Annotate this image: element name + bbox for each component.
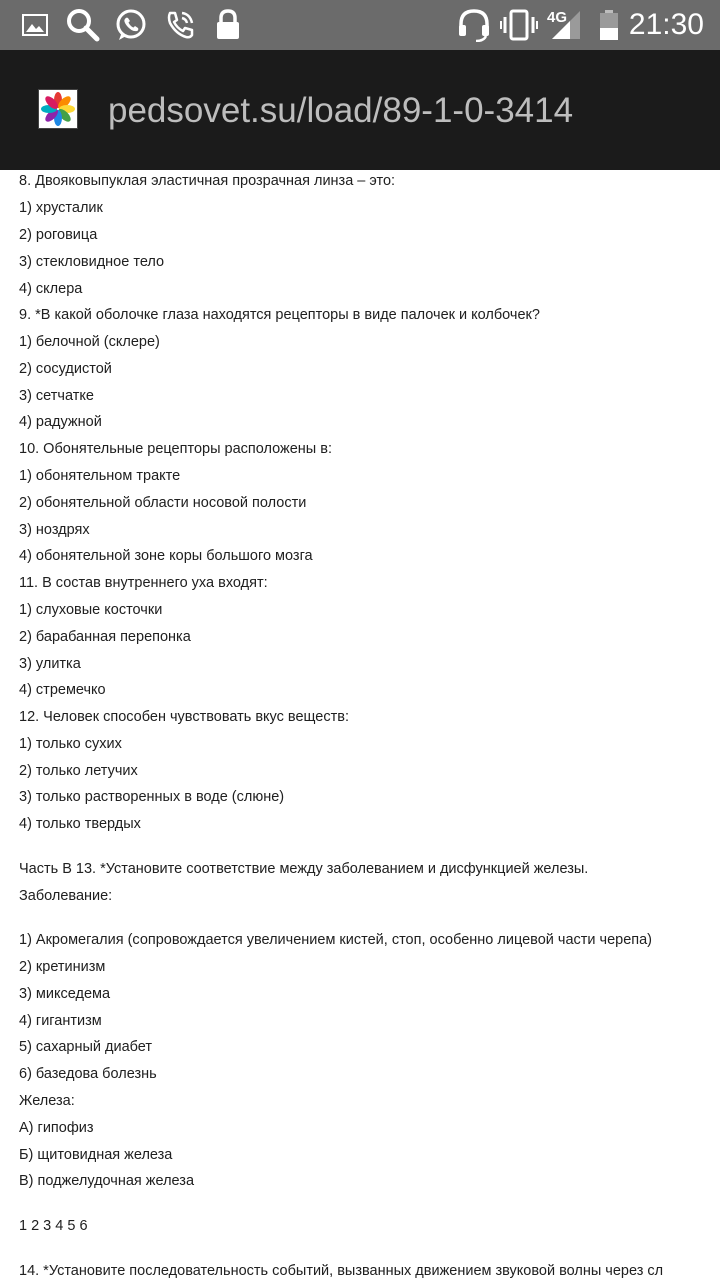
disease-option: 1) Акромегалия (сопровождается увеличением кистей, стоп, особенно лицевой части черепа) <box>19 932 653 948</box>
question-9: 9. *В какой оболочке глаза находятся рецепторы в виде палочек и колбочек? <box>19 307 540 323</box>
answer-option: 4) склера <box>19 281 83 297</box>
signal-icon <box>550 9 582 41</box>
site-favicon-icon <box>38 89 78 129</box>
answer-option: 3) ноздрях <box>19 522 90 538</box>
answer-option: 1) хрусталик <box>19 200 103 216</box>
network-type-label: 4G <box>547 9 568 26</box>
disease-option: 5) сахарный диабет <box>19 1039 152 1055</box>
question-8: 8. Двояковыпуклая эластичная прозрачная линза – это: <box>19 173 396 189</box>
question-14: 14. *Установите последовательность событий, вызванных движением звуковой волны через сл <box>19 1263 664 1279</box>
search-icon <box>66 9 100 41</box>
answer-option: 3) только растворенных в воде (слюне) <box>19 789 285 805</box>
answer-option: 2) сосудистой <box>19 361 112 377</box>
battery-icon <box>598 9 620 41</box>
address-bar-url[interactable]: pedsovet.su/load/89-1-0-3414 <box>108 91 574 130</box>
gland-option: Б) щитовидная железа <box>19 1147 173 1163</box>
answer-option: 2) роговица <box>19 227 98 243</box>
answer-option: 4) стремечко <box>19 682 106 698</box>
answer-option: 1) только сухих <box>19 736 122 752</box>
image-icon <box>22 9 48 41</box>
answer-option: 3) стекловидное тело <box>19 254 165 270</box>
answer-option: 3) улитка <box>19 656 81 672</box>
answer-option: 1) белочной (склере) <box>19 334 160 350</box>
browser-toolbar <box>0 50 720 170</box>
gland-option: В) поджелудочная железа <box>19 1173 195 1189</box>
disease-option: 2) кретинизм <box>19 959 106 975</box>
disease-option: 4) гигантизм <box>19 1013 102 1029</box>
disease-heading: Заболевание: <box>19 888 113 904</box>
question-12: 12. Человек способен чувствовать вкус веществ: <box>19 709 349 725</box>
answer-option: 2) обонятельной области носовой полости <box>19 495 307 511</box>
question-13: Часть В 13. *Установите соответствие между заболеванием и дисфункцией железы. <box>19 861 589 877</box>
whatsapp-icon <box>114 9 148 41</box>
disease-option: 6) базедова болезнь <box>19 1066 157 1082</box>
answer-option: 2) барабанная перепонка <box>19 629 191 645</box>
gland-option: А) гипофиз <box>19 1120 94 1136</box>
answer-grid-numbers: 1 2 3 4 5 6 <box>19 1218 88 1234</box>
vibrate-icon <box>500 9 538 41</box>
page-content <box>0 170 720 1280</box>
disease-option: 3) микседема <box>19 986 111 1002</box>
question-11: 11. В состав внутреннего уха входят: <box>19 575 268 591</box>
clock-time: 21:30 <box>628 8 704 41</box>
headset-icon <box>456 9 492 41</box>
answer-option: 4) радужной <box>19 414 102 430</box>
answer-option: 4) только твердых <box>19 816 141 832</box>
lock-icon <box>215 9 241 41</box>
phone-call-icon <box>164 9 196 41</box>
answer-option: 1) обонятельном тракте <box>19 468 181 484</box>
answer-option: 3) сетчатке <box>19 388 94 404</box>
gland-heading: Железа: <box>19 1093 75 1109</box>
answer-option: 1) слуховые косточки <box>19 602 163 618</box>
status-bar <box>0 0 720 50</box>
answer-option: 2) только летучих <box>19 763 138 779</box>
answer-option: 4) обонятельной зоне коры большого мозга <box>19 548 313 564</box>
question-10: 10. Обонятельные рецепторы расположены в: <box>19 441 332 457</box>
